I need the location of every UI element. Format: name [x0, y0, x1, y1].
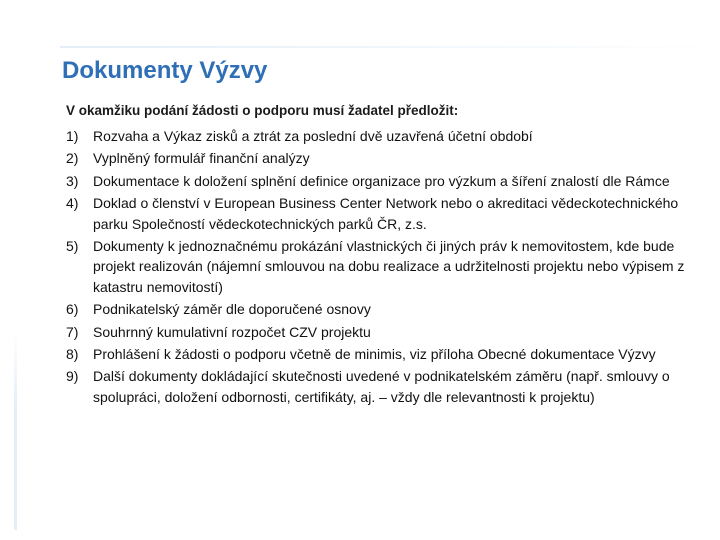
list-item-number: 1) — [66, 128, 79, 144]
list-item-number: 6) — [66, 301, 79, 318]
list-item-number: 7) — [66, 323, 79, 340]
list-item-text: Doklad o členství v European Business Center Network nebo o akreditaci vědeckotechnického parku Společností vědeckotechnických parků ČR, z.s. — [93, 195, 679, 232]
list-item — [66, 126, 686, 146]
list-item-number: 3) — [66, 172, 79, 189]
list-item-text: Dokumenty k jednoznačnému prokázání vlastnických či jiných práv k nemovitostem, kde bude projekt realizován (nájemní smlouvou na dobu realizace a udržitelnosti projektu nebo výpisem z katastru nemovitostí) — [93, 238, 685, 295]
list-item-text: Vyplněný formulář finanční analýzy — [93, 150, 310, 167]
title-underline-decoration — [60, 46, 720, 48]
list-item-number: 2) — [66, 150, 79, 167]
list-item — [66, 171, 686, 191]
list-item-text: Prohlášení k žádosti o podporu včetně de minimis, viz příloha Obecné dokumentace Výzvy — [93, 346, 656, 363]
list-item — [66, 148, 686, 168]
list-item-text: Další dokumenty dokládající skutečnosti uvedené v podnikatelském záměru (např. smlouvy o spolupráci, doložení odbornosti, certifikáty, aj. – vždy dle relevantnosti k projektu) — [93, 368, 670, 405]
list-item — [66, 322, 686, 342]
list-item-text: Dokumentace k doložení splnění definice organizace pro výzkum a šíření znalostí dle Rámce — [93, 172, 670, 189]
intro-text: V okamžiku podání žádosti o podporu musí žadatel předložit: — [66, 103, 459, 118]
list-item-text: Souhrnný kumulativní rozpočet CZV projektu — [93, 323, 371, 340]
list-item-number: 4) — [66, 195, 79, 212]
list-item-number: 8) — [66, 346, 79, 363]
list-item — [66, 193, 686, 234]
list-item-number: 5) — [66, 238, 79, 255]
list-item — [66, 299, 686, 319]
document-list — [66, 126, 686, 409]
list-item — [66, 366, 686, 407]
list-item-text: Podnikatelský záměr dle doporučené osnovy — [93, 301, 371, 318]
side-line-decoration — [14, 330, 17, 530]
list-item — [66, 236, 686, 297]
page-title: Dokumenty Výzvy — [62, 57, 268, 84]
list-item-number: 9) — [66, 368, 79, 385]
list-item-text: Rozvaha a Výkaz zisků a ztrát za poslední dvě uzavřená účetní období — [93, 128, 533, 144]
list-item — [66, 344, 686, 364]
